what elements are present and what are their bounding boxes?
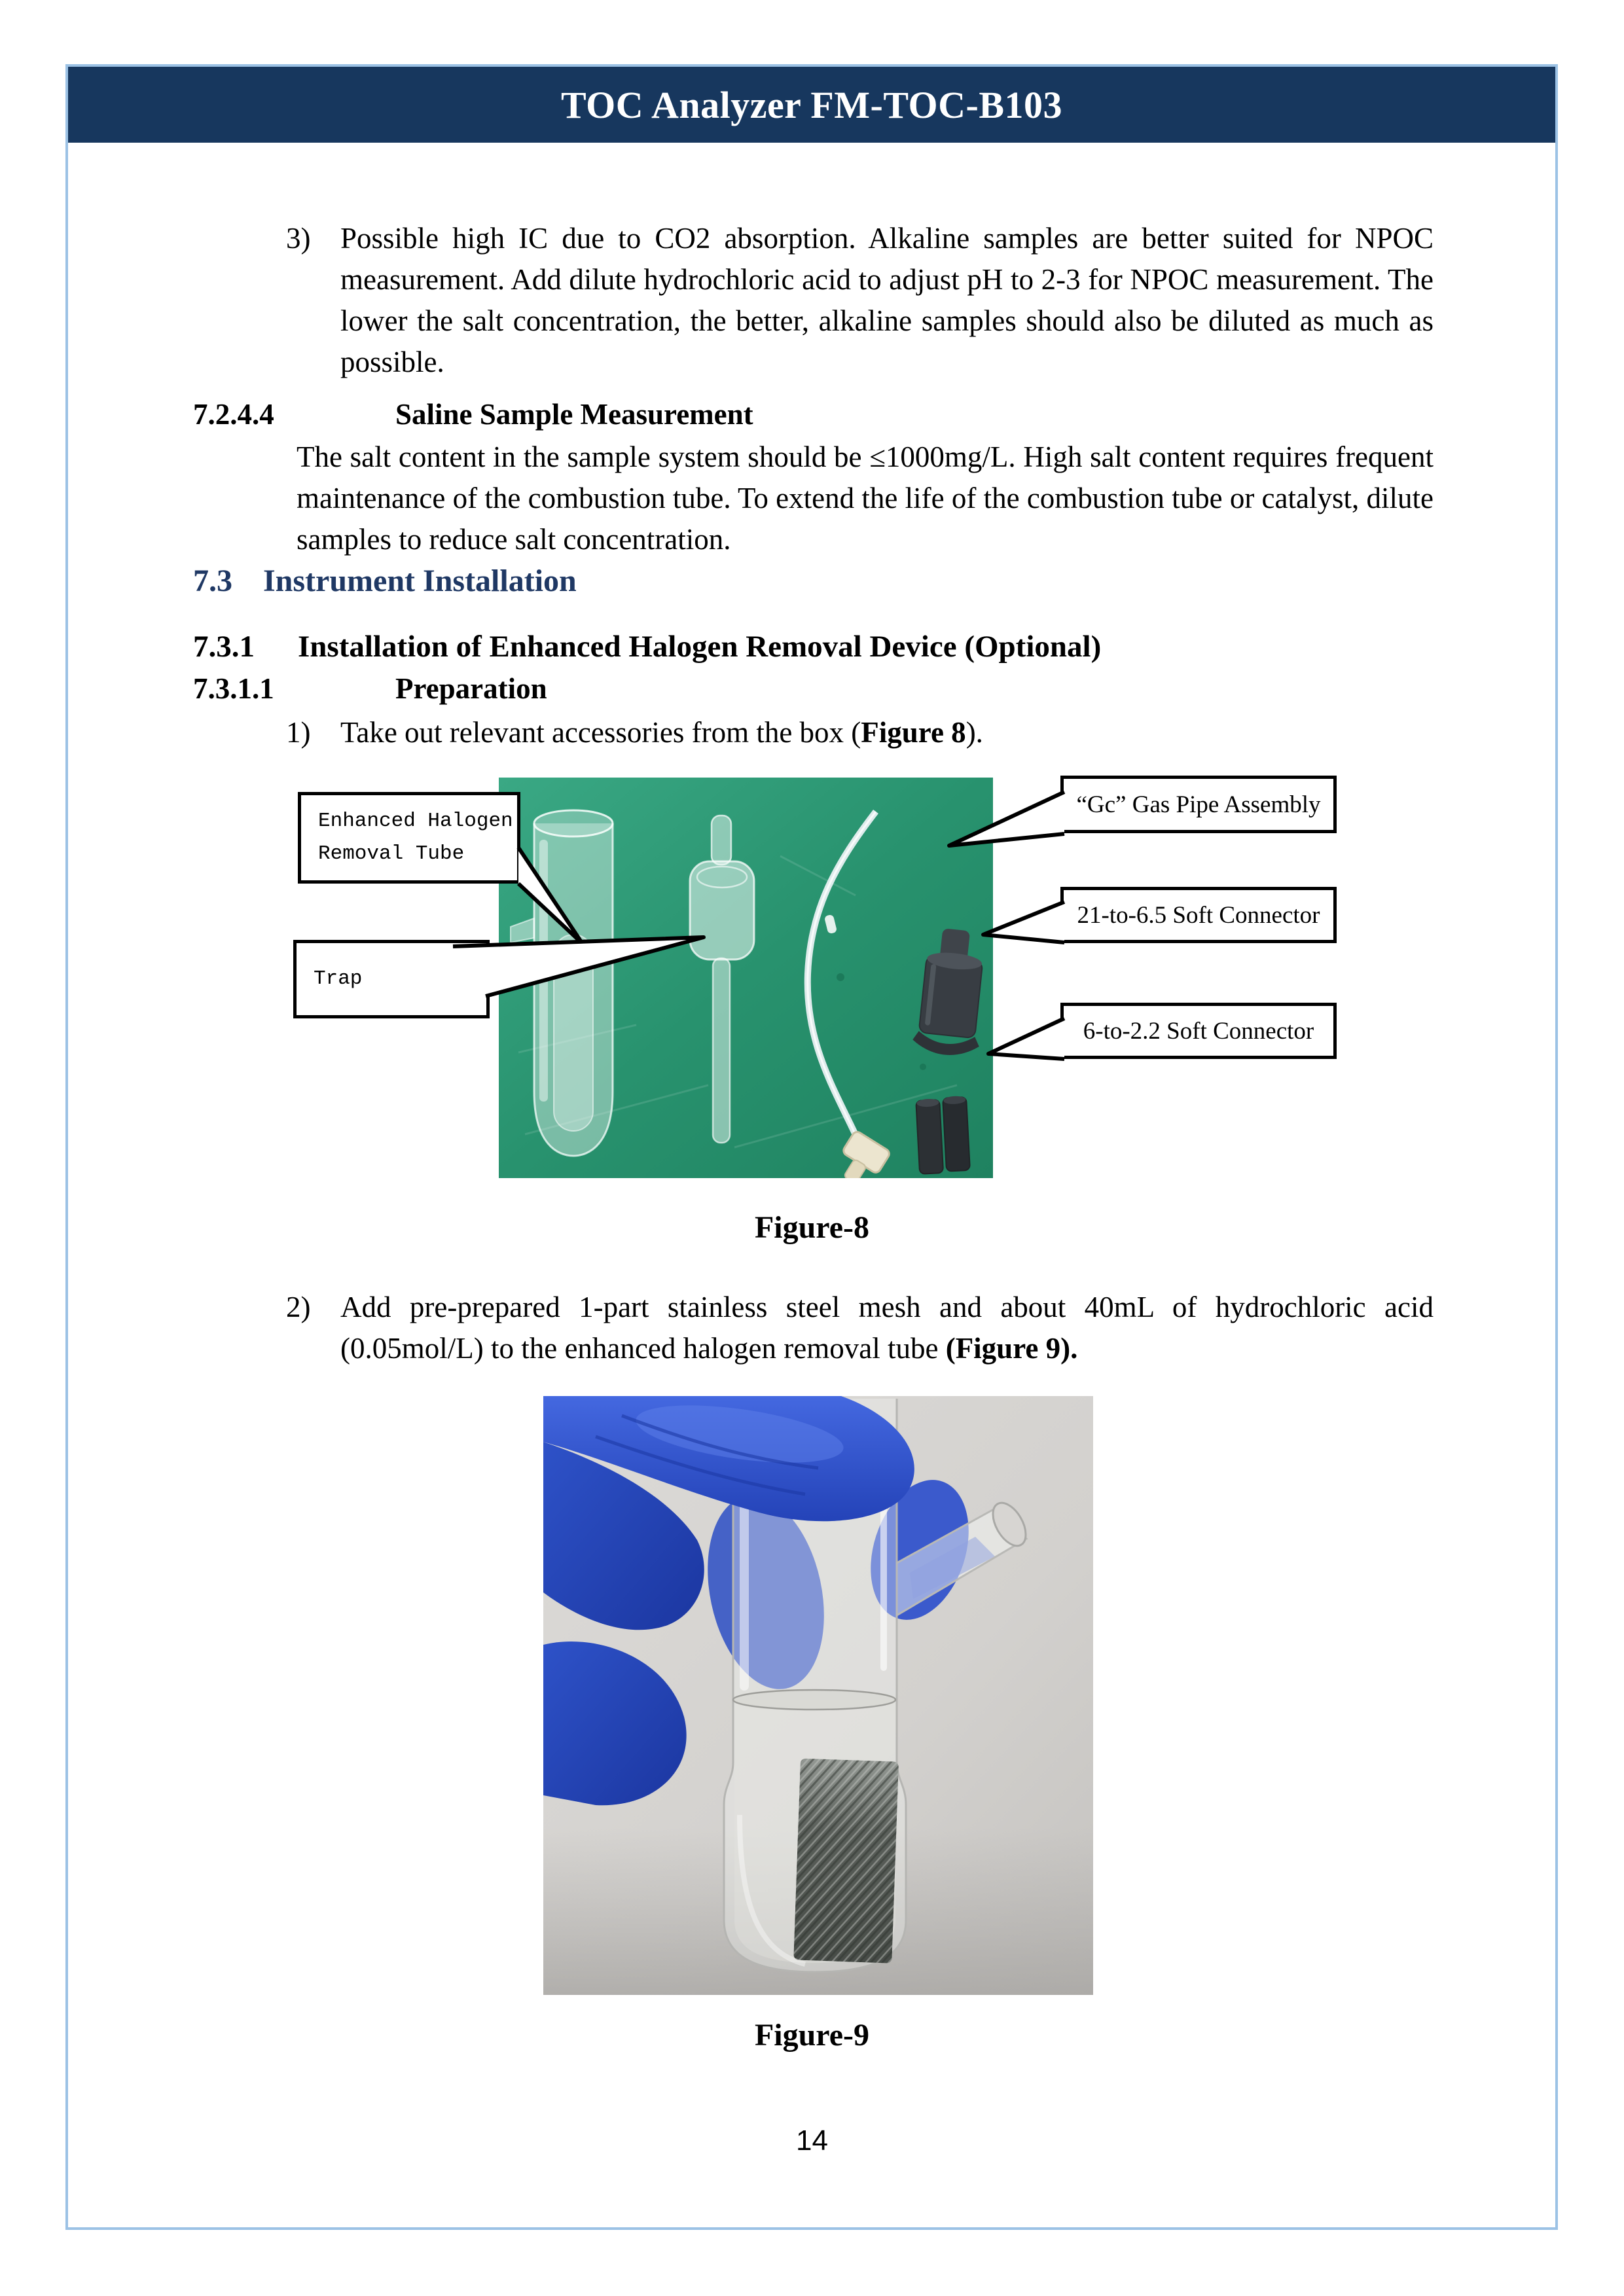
list-item-2 xyxy=(286,1287,1434,1369)
mat-spot xyxy=(837,973,844,981)
list-marker: 2) xyxy=(286,1291,311,1323)
list-marker: 1) xyxy=(286,716,311,749)
list-item-text xyxy=(340,1287,1434,1369)
step1-prefix: Take out relevant accessories from the box ( xyxy=(340,716,861,749)
page-title: TOC Analyzer FM-TOC-B103 xyxy=(561,83,1062,126)
figure8-photo-illustration xyxy=(499,778,993,1178)
section-title: Saline Sample Measurement xyxy=(395,398,753,431)
arrow-to-6-connector xyxy=(988,1018,1064,1059)
mat-spot xyxy=(920,1064,926,1070)
stainless-steel-mesh xyxy=(793,1759,899,1964)
callout-label: “Gc” Gas Pipe Assembly xyxy=(1076,791,1321,818)
figure9-photo xyxy=(543,1396,1093,1995)
figure9-caption: Figure-9 xyxy=(754,2018,870,2053)
page-number: 14 xyxy=(796,2125,828,2157)
section-heading-7311 xyxy=(193,669,547,708)
figure9-photo-illustration xyxy=(543,1396,1093,1995)
salt-paragraph: The salt content in the sample system should be ≤1000mg/L. High salt content requires frequent maintenance of the combustion tube. To extend the life of the combustion tube or catalyst, dilute samples to reduce salt concentration. xyxy=(297,440,1434,556)
figure8-photo xyxy=(499,778,993,1178)
callout-enhanced-halogen-removal-tube xyxy=(298,792,520,884)
section-number: 7.3.1.1 xyxy=(193,672,274,705)
callout-label-line2: Removal Tube xyxy=(318,842,465,865)
callout-label: Trap xyxy=(314,967,363,990)
list-item-text: Possible high IC due to CO2 absorption. Alkaline samples are better suited for NPOC measurement. Add dilute hydrochloric acid to adjust pH to 2-3 for NPOC measurement. The lower the salt concentration, the better, alkaline samples should also be diluted as much as possible. xyxy=(340,222,1434,378)
callout-label: 21-to-6.5 Soft Connector xyxy=(1077,901,1320,929)
step1-suffix: ). xyxy=(965,716,983,749)
callout-label-line1: Enhanced Halogen xyxy=(318,810,513,833)
list-marker: 3) xyxy=(286,222,311,255)
section-title: Preparation xyxy=(395,672,547,705)
callout-6-to-22-connector xyxy=(1060,1003,1337,1059)
step1-figure-ref: Figure 8 xyxy=(861,716,966,749)
section-heading-73 xyxy=(193,562,577,601)
section-number: 7.3.1 xyxy=(193,630,255,664)
list-item-text xyxy=(340,712,1434,753)
callout-21-to-65-connector xyxy=(1060,887,1337,943)
list-item-3 xyxy=(286,218,1434,383)
section-heading-731 xyxy=(193,627,1101,666)
section-title: Instrument Installation xyxy=(263,564,577,598)
step2-figure-ref: (Figure 9). xyxy=(945,1332,1078,1365)
list-item-1 xyxy=(286,712,1434,753)
figure-8 xyxy=(288,772,1348,1196)
arrow-to-21-connector xyxy=(983,902,1064,942)
callout-label: 6-to-2.2 Soft Connector xyxy=(1083,1017,1314,1045)
callout-trap xyxy=(293,940,490,1018)
section-number: 7.3 xyxy=(193,564,232,598)
header-bar xyxy=(68,67,1555,143)
section-heading-7244 xyxy=(193,395,753,434)
step2-text: Add pre-prepared 1-part stainless steel mesh and about 40mL of hydrochloric acid (0.05mol/L) to the enhanced halogen removal tube xyxy=(340,1291,1434,1365)
callout-gas-pipe-assembly xyxy=(1060,776,1337,833)
figure8-caption: Figure-8 xyxy=(754,1210,870,1245)
section-number: 7.2.4.4 xyxy=(193,398,274,431)
section-title: Installation of Enhanced Halogen Removal Device (Optional) xyxy=(298,630,1102,664)
